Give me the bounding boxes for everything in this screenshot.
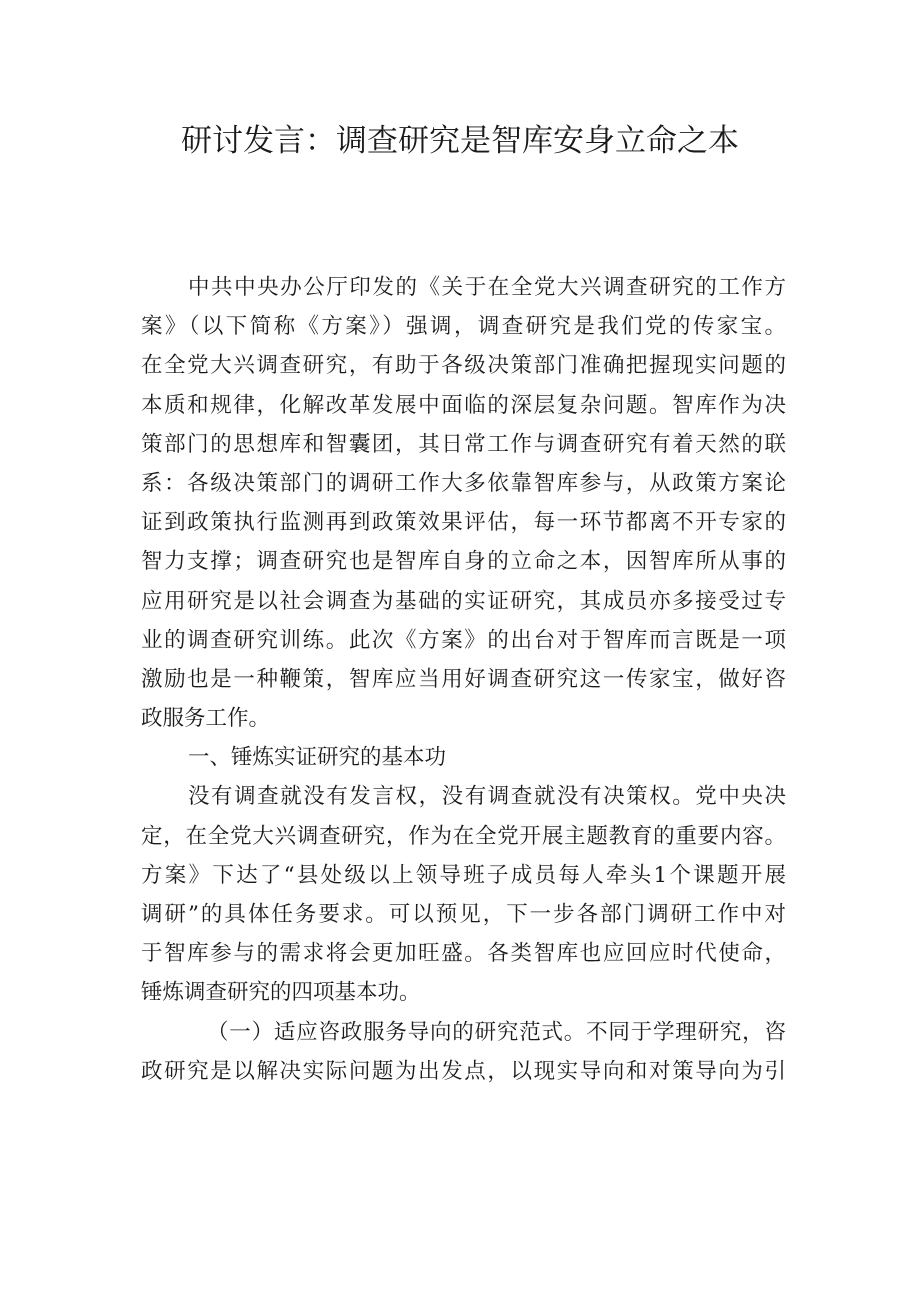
paragraph [141,268,786,738]
text-line: 一、锤炼实证研究的基本功 [188,745,447,771]
text-line: 调研”的具体任务要求。可以预见，下一步各部门调研工作中对 [141,902,786,927]
text-line: 系：各级决策部门的调研工作大多依靠智库参与，从政策方案论 [141,470,786,496]
text-line: 智力支撑；调查研究也是智库自身的立命之本，因智库所从事的 [141,549,786,575]
text-line: 没有调查就没有发言权，没有调查就没有决策权。党中央决 [188,784,786,810]
text-line: 案》（以下简称《方案》）强调，调查研究是我们党的传家宝。 [141,314,786,340]
document-title: 研讨发言：调查研究是智库安身立命之本 [181,123,739,159]
text-line: 策部门的思想库和智囊团，其日常工作与调查研究有着天然的联 [141,431,786,457]
paragraph [141,1013,786,1091]
text-line: 锤炼调查研究的四项基本功。 [141,980,421,1006]
section-heading [141,738,786,777]
text-line: 激励也是一种鞭策，智库应当用好调查研究这一传家宝，做好咨 [141,666,786,692]
text-line: 方案》下达了“县处级以上领导班子成员每人牵头1个课题开展 [141,862,786,888]
text-line: 定，在全党大兴调查研究，作为在全党开展主题教育的重要内容。 [141,823,786,849]
text-line: 应用研究是以社会调查为基础的实证研究，其成员亦多接受过专 [141,588,786,614]
text-line: 于智库参与的需求将会更加旺盛。各类智库也应回应时代使命， [141,941,786,967]
text-line: 政研究是以解决实际问题为出发点，以现实导向和对策导向为引 [141,1058,786,1084]
text-line: 证到政策执行监测再到政策效果评估，每一环节都离不开专家的 [141,510,786,536]
text-line: 在全党大兴调查研究，有助于各级决策部门准确把握现实问题的 [141,353,786,379]
document-body [141,268,786,1091]
text-line: 本质和规律，化解改革发展中面临的深层复杂问题。智库作为决 [141,392,786,418]
text-line: 中共中央办公厅印发的《关于在全党大兴调查研究的工作方 [188,275,786,300]
text-line: （一）适应咨政服务导向的研究范式。不同于学理研究，咨 [207,1019,786,1045]
text-line: 业的调查研究训练。此次《方案》的出台对于智库而言既是一项 [141,627,786,653]
paragraph [141,777,786,1012]
text-line: 政服务工作。 [141,706,271,732]
